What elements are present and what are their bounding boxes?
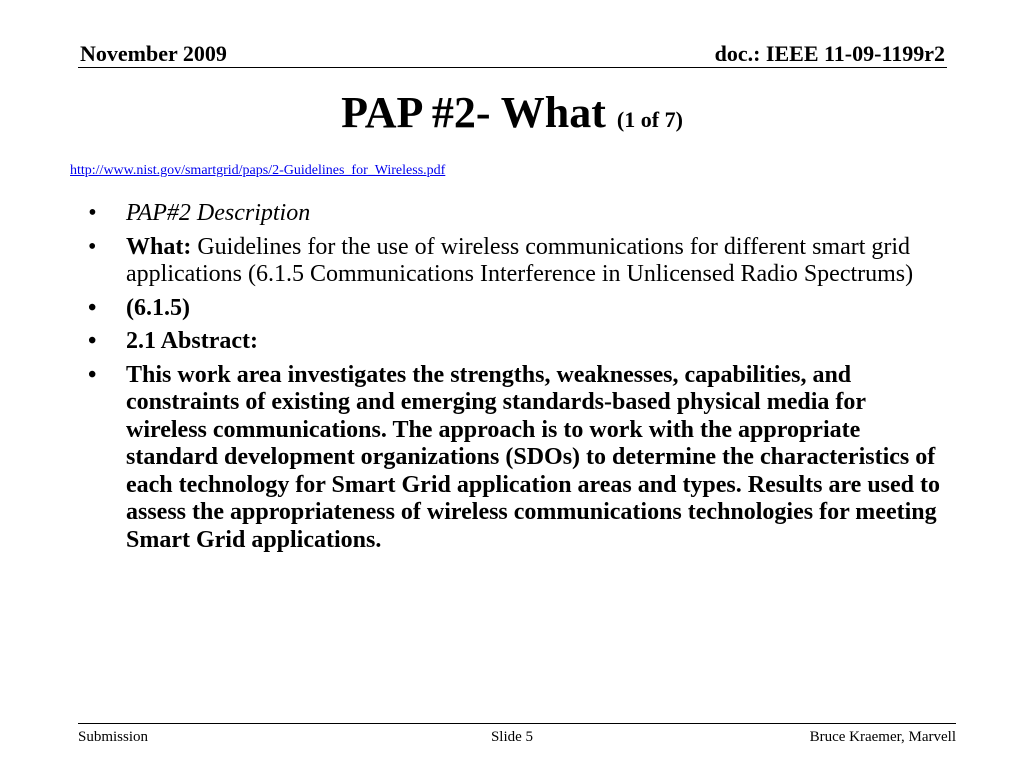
bullet-text: PAP#2 Description — [126, 200, 311, 226]
bullet-item-section — [88, 295, 948, 323]
footer-submission: Submission — [78, 729, 149, 745]
bullet-lead: What: — [126, 233, 192, 260]
header-date: November 2009 — [80, 41, 227, 66]
footer-slide-number: Slide 5 — [490, 729, 534, 745]
bullet-text: (6.1.5) — [126, 294, 190, 321]
bullet-marker: • — [88, 294, 97, 321]
bullet-item-description — [88, 200, 948, 228]
bullet-list — [88, 200, 948, 560]
slide-title-main: PAP #2- What — [341, 88, 606, 137]
bullet-marker: • — [88, 328, 97, 354]
bullet-item-abstract-heading — [88, 328, 948, 356]
bullet-marker: • — [88, 200, 97, 226]
bullet-text: 2.1 Abstract: — [126, 328, 258, 354]
bullet-item-what — [88, 234, 948, 289]
slide-title-sub: (1 of 7) — [616, 107, 683, 132]
header-rule — [78, 67, 947, 68]
bullet-item-abstract-body — [88, 362, 948, 555]
footer-author: Bruce Kraemer, Marvell — [809, 729, 956, 745]
bullet-marker: • — [88, 233, 97, 260]
source-link[interactable]: http://www.nist.gov/smartgrid/paps/2-Guidelines_for_Wireless.pdf — [70, 163, 446, 178]
slide-title — [0, 86, 1024, 147]
bullet-text: This work area investigates the strengths, weaknesses, capabilities, and constraints of existing and emerging standards-based physical media for wireless communications. The approach is to work with the appropriate standard development organizations (SDOs) to determine the characteristics of each technology for Smart Grid application areas and types. Results are used to assess the appropriateness of wireless communications technologies for meeting Smart Grid applications. — [126, 361, 940, 553]
footer-rule — [78, 723, 956, 724]
bullet-marker: • — [88, 361, 97, 388]
bullet-text: Guidelines for the use of wireless communications for different smart grid applications (6.1.5 Communications Interference in Unlicensed Radio Spectrums) — [126, 233, 914, 287]
header-doc-id: doc.: IEEE 11-09-1199r2 — [714, 41, 945, 66]
